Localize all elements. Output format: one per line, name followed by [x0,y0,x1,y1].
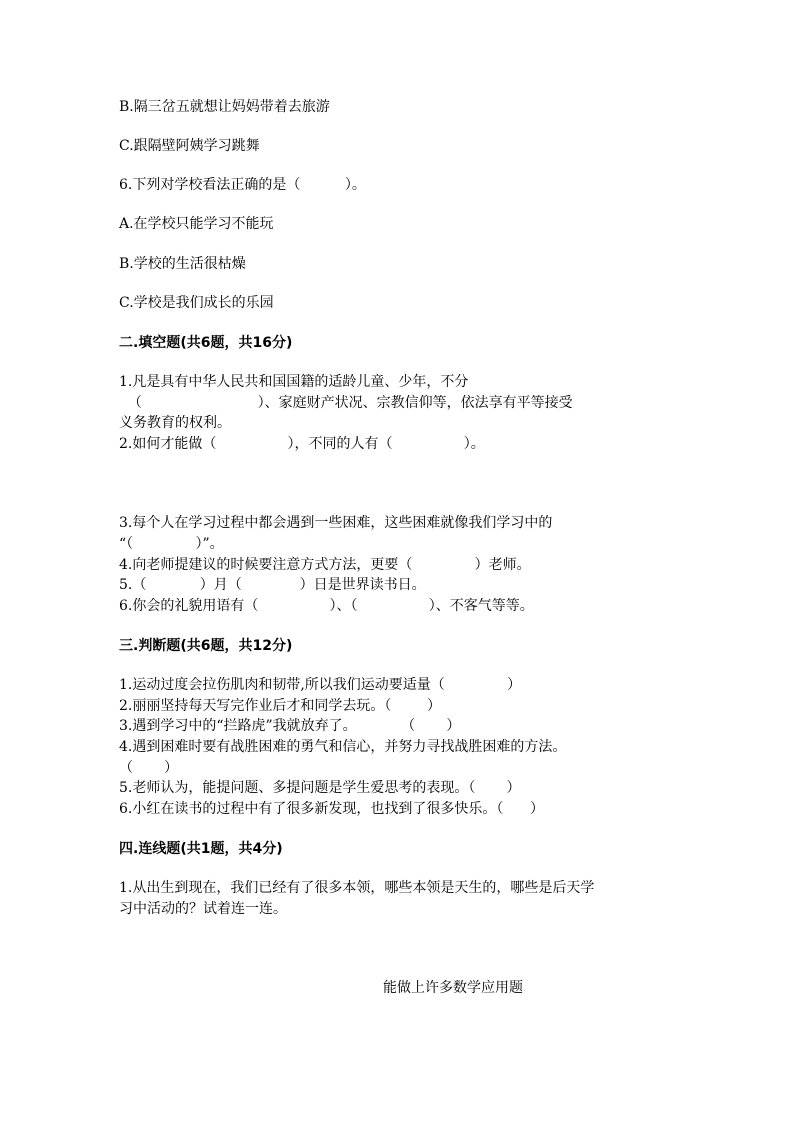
s4-q1-line1: 1.从出生到现在，我们已经有了很多本领，哪些本领是天生的，哪些是后天学 [119,880,595,896]
s2-q6: 6.你会的礼貌用语有（ ）、（ ）、不客气等等。 [119,598,534,614]
s2-q3-line2: “（ ）”。 [119,536,224,552]
s2-q1-line1: 1.凡是具有中华人民共和国国籍的适龄儿童、少年，不分 [119,374,469,390]
s2-q1-line2: （ ）、家庭财产状况、宗教信仰等，依法享有平等接受 [119,395,573,411]
q5-option-b: B.隔三岔五就想让妈妈带着去旅游 [119,99,330,115]
q5-option-c: C.跟隔壁阿姨学习跳舞 [119,138,260,154]
s3-q4-line1: 4.遇到困难时要有战胜困难的勇气和信心，并努力寻找战胜困难的方法。 [119,739,567,755]
s2-q4: 4.向老师提建议的时候要注意方式方法，更要（ ）老师。 [119,557,531,573]
section-4-title: 四.连线题(共1题，共4分) [119,841,283,857]
s2-q2: 2.如何才能做（ ），不同的人有（ ）。 [119,436,485,452]
section-3-title: 三.判断题(共6题，共12分) [119,638,293,654]
s4-match-item-1: 能做上许多数学应用题 [383,980,523,996]
q6-option-a: A.在学校只能学习不能玩 [119,216,274,232]
s3-q3: 3.遇到学习中的“拦路虎”我就放弃了。 （ ） [119,718,461,734]
section-2-title: 二.填空题(共6题，共16分) [119,335,293,351]
s3-q5: 5.老师认为，能提问题、多提问题是学生爱思考的表现。（ ） [119,780,521,796]
s2-q3-line1: 3.每个人在学习过程中都会遇到一些困难，这些困难就像我们学习中的 [119,515,553,531]
s3-q1: 1.运动过度会拉伤肌肉和韧带,所以我们运动要适量（ ） [119,677,522,693]
s2-q1-line3: 义务教育的权利。 [119,415,231,431]
q6-option-b: B.学校的生活很枯燥 [119,256,246,272]
s4-q1-line2: 习中活动的？试着连一连。 [119,901,287,917]
s2-q5: 5.（ ）月（ ）日是世界读书日。 [119,577,426,593]
q6-stem: 6.下列对学校看法正确的是（ ）。 [119,177,366,193]
s3-q2: 2.丽丽坚持每天写完作业后才和同学去玩。（ ） [119,698,441,714]
s3-q4-line2: （ ） [119,760,179,776]
q6-option-c: C.学校是我们成长的乐园 [119,295,274,311]
s3-q6: 6.小红在读书的过程中有了很多新发现，也找到了很多快乐。（ ） [119,801,545,817]
